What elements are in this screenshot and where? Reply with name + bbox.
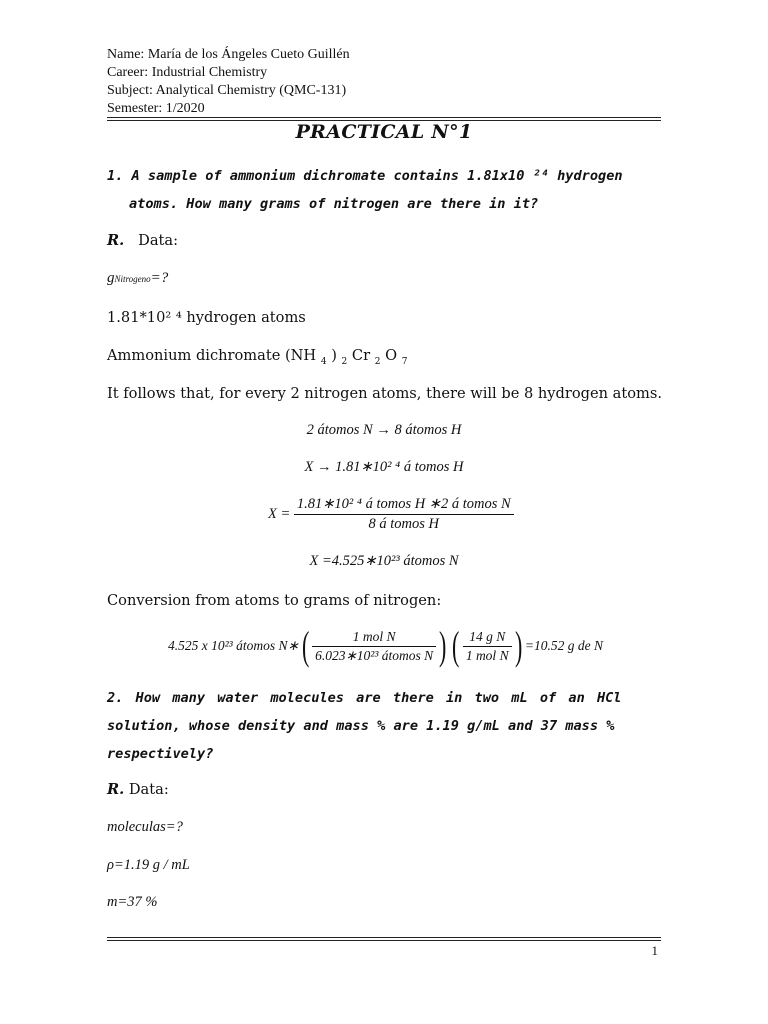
conv-fraction-1: [312, 629, 436, 664]
footer-rule-top: [107, 937, 661, 938]
eq3-denominator: 8 á tomos H: [368, 516, 440, 532]
q1-r-label: R.: [107, 232, 125, 249]
formula-sub-7: 7: [401, 356, 408, 367]
header-rule-top: [107, 117, 661, 118]
eq3-numerator: 1.81∗10² ⁴ á tomos H ∗2 á tomos N: [294, 496, 514, 515]
formula-close-paren: ): [331, 347, 337, 364]
footer-rule-bottom: [107, 940, 661, 941]
conv-paren-open-1: (: [301, 623, 310, 668]
q2-r-label: R.: [107, 781, 125, 798]
q2-answer-data: [107, 781, 169, 798]
q1-equation-1: 2 átomos N → 8 átomos H: [306, 422, 462, 438]
question-2: [107, 684, 661, 768]
conv-rhs: =10.52 g de N: [524, 638, 604, 653]
formula-sub-2a: 2: [341, 356, 348, 367]
conv-f2-denominator: 1 mol N: [465, 647, 509, 663]
q1-unknown: [107, 270, 168, 287]
conv-f1-denominator: 6.023∗10²³ átomos N: [315, 647, 434, 663]
q1-equation-2: X → 1.81∗10² ⁴ á tomos H: [304, 459, 464, 475]
q1-unknown-symbol: g: [107, 270, 115, 286]
q1-unknown-rest: =?: [150, 270, 169, 286]
formula-sub-4: 4: [320, 356, 327, 367]
q1-answer-data: [107, 232, 178, 249]
formula-cr: Cr: [351, 347, 371, 364]
formula-o: O: [385, 347, 398, 364]
q2-density: ρ=1.19 g / mL: [107, 857, 190, 873]
page-number: 1: [651, 943, 658, 958]
q1-equation-4: X =4.525∗10²³ átomos N: [309, 553, 459, 569]
header-subject: Subject: Analytical Chemistry (QMC-131): [107, 83, 347, 98]
conv-fraction-2: [463, 629, 512, 664]
question-2-line-2: solution, whose density and mass % are 1.19 g/mL and 37 mass %: [107, 718, 615, 734]
eq3-lhs: X =: [268, 506, 291, 522]
conv-f2-numerator: 14 g N: [463, 629, 512, 647]
conv-paren-close-1: ): [439, 623, 447, 668]
formula-sub-2b: 2: [374, 356, 381, 367]
q1-data-label: Data:: [138, 232, 179, 249]
question-1-line-1: 1. A sample of ammonium dichromate contains 1.81x10 ²⁴ hydrogen: [107, 168, 623, 184]
conv-lhs: 4.525 x 10²³ átomos N∗: [168, 638, 299, 653]
conv-paren-close-2: ): [514, 623, 522, 668]
q2-data-label: Data:: [128, 781, 169, 798]
question-2-line-3: respectively?: [107, 746, 214, 762]
q2-mass: m=37 %: [107, 894, 158, 910]
q1-formula: [107, 347, 408, 367]
q2-molecules: moleculas=?: [107, 819, 183, 835]
q1-conversion-equation: [168, 623, 604, 668]
question-1: [107, 162, 661, 218]
q1-conversion-text: Conversion from atoms to grams of nitrogen:: [107, 592, 442, 609]
conv-f1-numerator: 1 mol N: [312, 629, 436, 647]
conv-paren-open-2: (: [452, 623, 460, 668]
question-1-line-2: atoms. How many grams of nitrogen are there in it?: [129, 196, 539, 212]
question-2-line-1: 2. How many water molecules are there in two mL of an HCl: [107, 690, 622, 706]
header-career: Career: Industrial Chemistry: [107, 65, 268, 80]
q1-equation-3: [268, 496, 514, 533]
q1-unknown-subscript: Nitrogeno: [114, 274, 151, 284]
eq3-fraction: [294, 496, 514, 533]
header-name: Name: María de los Ángeles Cueto Guillén: [107, 47, 350, 62]
page-title: PRACTICAL N°1: [295, 121, 473, 143]
q1-hydrogen-atoms: 1.81*10² ⁴ hydrogen atoms: [107, 309, 306, 326]
header-semester: Semester: 1/2020: [107, 101, 205, 116]
q1-follows: It follows that, for every 2 nitrogen atoms, there will be 8 hydrogen atoms.: [107, 385, 662, 402]
formula-prefix: Ammonium dichromate (NH: [107, 347, 317, 364]
